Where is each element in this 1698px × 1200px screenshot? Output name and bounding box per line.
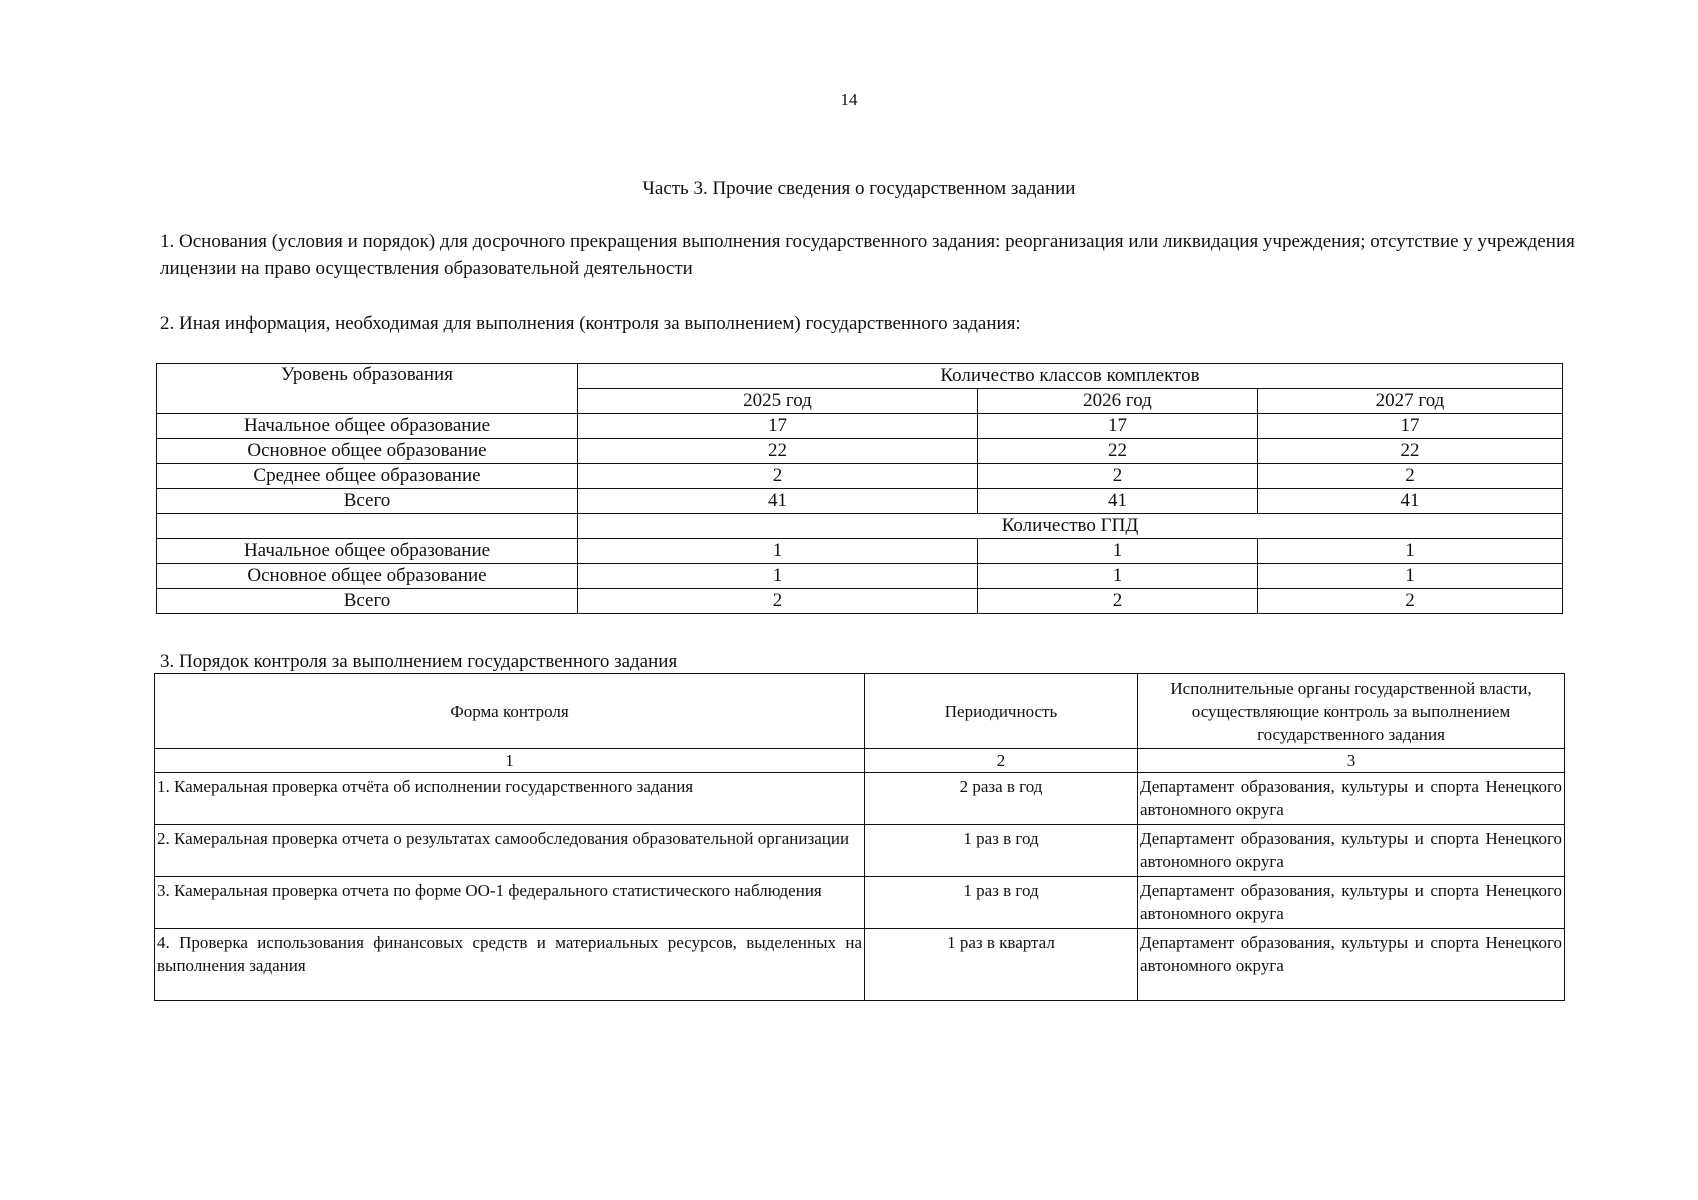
authority-header: Исполнительные органы государственной власти, осуществляющие контроль за выполнением государственного задания [1138,674,1565,749]
table-row [155,773,1565,825]
level-header: Уровень образования [157,364,578,414]
table-row [157,589,1563,614]
value-cell: 22 [978,439,1258,464]
paragraph-termination-grounds: 1. Основания (условия и порядок) для досрочного прекращения выполнения государственного задания: реорганизация или ликвидация учреждения; отсутствие у учреждения лицензии на право осуществления образовательной деятельности [160,231,1575,279]
value-cell: 2 [578,589,978,614]
value-cell: 2 [1258,464,1563,489]
column-number: 3 [1138,749,1565,773]
value-cell: 1 [978,564,1258,589]
table-row [157,414,1563,439]
value-cell: 17 [1258,414,1563,439]
table-row [155,825,1565,877]
value-cell: 17 [978,414,1258,439]
authority-cell: Департамент образования, культуры и спорта Ненецкого автономного округа [1138,825,1565,877]
authority-cell: Департамент образования, культуры и спорта Ненецкого автономного округа [1138,773,1565,825]
control-table [154,673,1565,1001]
table-row [157,564,1563,589]
value-cell: 1 [978,539,1258,564]
period-cell: 1 раз в год [865,877,1138,929]
year-header: 2026 год [978,389,1258,414]
authority-cell: Департамент образования, культуры и спорта Ненецкого автономного округа [1138,929,1565,1001]
year-header: 2027 год [1258,389,1563,414]
table-row [155,877,1565,929]
table-row [157,464,1563,489]
period-cell: 2 раза в год [865,773,1138,825]
level-cell: Основное общее образование [157,564,578,589]
form-cell: 3. Камеральная проверка отчета по форме ОО-1 федерального статистического наблюдения [155,877,865,929]
value-cell: 2 [578,464,978,489]
page-number: 14 [840,90,858,109]
table-header-row [157,364,1563,389]
value-cell: 17 [578,414,978,439]
level-cell: Основное общее образование [157,439,578,464]
level-cell: Начальное общее образование [157,539,578,564]
year-header: 2025 год [578,389,978,414]
value-cell: 2 [1258,589,1563,614]
period-cell: 1 раз в квартал [865,929,1138,1001]
table-row [155,929,1565,1001]
form-cell: 4. Проверка использования финансовых средств и материальных ресурсов, выделенных на выполнения задания [155,929,865,1001]
empty-cell [157,514,578,539]
level-cell: Всего [157,589,578,614]
level-cell: Начальное общее образование [157,414,578,439]
column-number: 1 [155,749,865,773]
value-cell: 2 [978,464,1258,489]
classes-count-header: Количество классов комплектов [578,364,1563,389]
table-row [157,539,1563,564]
value-cell: 1 [1258,539,1563,564]
level-cell: Среднее общее образование [157,464,578,489]
value-cell: 1 [578,564,978,589]
table-header-row [155,674,1565,749]
value-cell: 22 [578,439,978,464]
column-number-row [155,749,1565,773]
period-header: Периодичность [865,674,1138,749]
form-cell: 1. Камеральная проверка отчёта об исполнении государственного задания [155,773,865,825]
period-cell: 1 раз в год [865,825,1138,877]
paragraph-control-procedure: 3. Порядок контроля за выполнением государственного задания [160,651,678,672]
value-cell: 41 [1258,489,1563,514]
value-cell: 1 [578,539,978,564]
table-row [157,489,1563,514]
part-title: Часть 3. Прочие сведения о государственном задании [642,178,1076,199]
value-cell: 1 [1258,564,1563,589]
column-number: 2 [865,749,1138,773]
gpd-count-header: Количество ГПД [578,514,1563,539]
value-cell: 41 [978,489,1258,514]
level-cell: Всего [157,489,578,514]
classes-table [156,363,1563,614]
form-cell: 2. Камеральная проверка отчета о результатах самообследования образовательной организации [155,825,865,877]
authority-cell: Департамент образования, культуры и спорта Ненецкого автономного округа [1138,877,1565,929]
paragraph-other-information: 2. Иная информация, необходимая для выполнения (контроля за выполнением) государственного задания: [160,313,1021,334]
table-row [157,439,1563,464]
value-cell: 41 [578,489,978,514]
gpd-header-row [157,514,1563,539]
value-cell: 2 [978,589,1258,614]
value-cell: 22 [1258,439,1563,464]
form-header: Форма контроля [155,674,865,749]
